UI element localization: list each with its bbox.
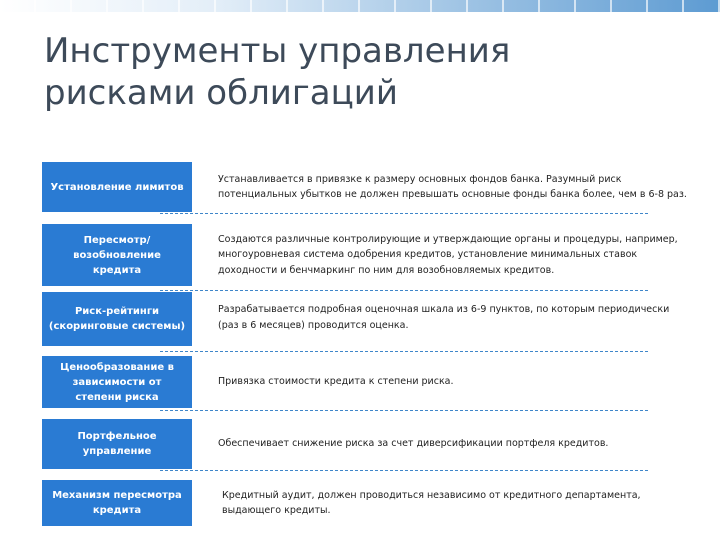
instrument-description: Устанавливается в привязке к размеру основных фондов банка. Разумный риск потенциальных убытков не должен превышать основные фонды банка более, чем в 6-8 раз.	[218, 173, 687, 200]
instrument-label-box: Пересмотр/ возобновление кредита	[42, 224, 192, 286]
slide-title: Инструменты управления рисками облигаций	[44, 31, 511, 113]
instrument-label-box: Установление лимитов	[42, 162, 192, 212]
instrument-description: Разрабатывается подробная оценочная шкала из 6-9 пунктов, по которым периодически (раз в 6 месяцев) проводится оценка.	[218, 304, 670, 331]
row-divider	[160, 470, 648, 471]
table-row	[42, 292, 692, 346]
instrument-label-box: Ценообразование в зависимости от степени риска	[42, 356, 192, 408]
row-divider	[160, 351, 648, 352]
table-row	[42, 224, 692, 286]
instrument-label-box: Портфельное управление	[42, 419, 192, 469]
row-divider	[160, 290, 648, 291]
table-row	[42, 162, 692, 212]
instrument-label-box: Механизм пересмотра кредита	[42, 480, 192, 526]
instrument-label-box: Риск-рейтинги (скоринговые системы)	[42, 292, 192, 346]
table-row	[42, 480, 692, 526]
instrument-description: Привязка стоимости кредита к степени риска.	[218, 376, 454, 388]
instrument-description: Кредитный аудит, должен проводиться независимо от кредитного департамента, выдающего кредиты.	[222, 489, 641, 516]
decorative-top-bar	[0, 0, 720, 12]
table-row	[42, 356, 692, 408]
instrument-description: Обеспечивает снижение риска за счет диверсификации портфеля кредитов.	[218, 438, 609, 450]
instrument-description: Создаются различные контролирующие и утверждающие органы и процедуры, например, многоуровневая система одобрения кредитов, установление минимальных ставок доходности и бенчмаркинг по ним для возобновляемых кредитов.	[218, 233, 678, 276]
top-bar-ticks	[0, 0, 720, 12]
row-divider	[160, 213, 648, 214]
row-divider	[160, 410, 648, 411]
table-row	[42, 419, 692, 469]
